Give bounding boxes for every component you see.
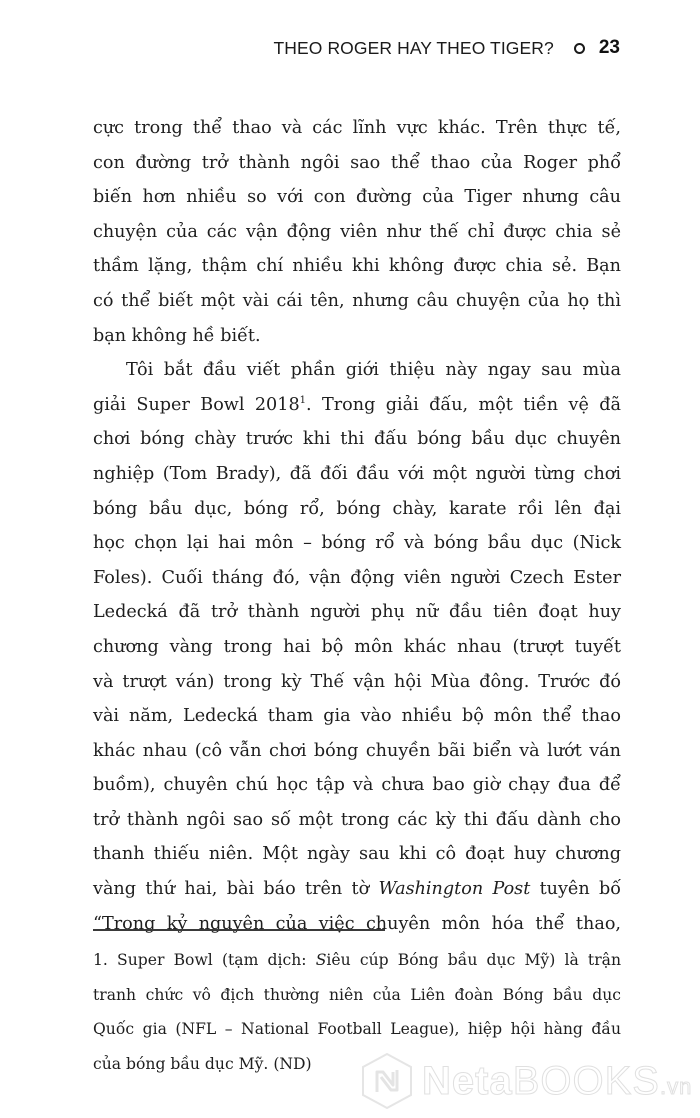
watermark-text-books: BOOKS <box>512 1058 660 1103</box>
paragraph-1 <box>93 111 621 353</box>
watermark-text <box>422 1059 692 1104</box>
running-title: THEO ROGER HAY THEO TIGER? <box>273 37 554 58</box>
text-line: buồm), chuyên chú học tập và chưa bao giờ chạy đua để <box>93 775 621 796</box>
footnote-line: tranh chức vô địch thường niên của Liên đoàn Bóng bầu dục <box>93 985 621 1004</box>
footnote-line <box>93 943 621 978</box>
hexagon-n-logo-icon <box>360 1052 414 1110</box>
text-line: Ledecká đã trở thành người phụ nữ đầu tiên đoạt huy <box>93 602 621 623</box>
body-text <box>93 111 621 941</box>
text-line: nghiệp (Tom Brady), đã đối đầu với một người từng chơi <box>93 463 621 484</box>
text-line: thanh thiếu niên. Một ngày sau khi cô đoạt huy chương <box>93 844 621 865</box>
paragraph-2 <box>93 353 621 941</box>
footnote-reference[interactable]: 1 <box>299 394 307 406</box>
page-number: 23 <box>598 37 620 58</box>
footnote-divider <box>93 929 385 931</box>
running-header <box>273 34 620 62</box>
text-line: Tôi bắt đầu viết phần giới thiệu này ngay sau mùa <box>126 360 621 381</box>
text-line: thầm lặng, thậm chí nhiều khi không được chia sẻ. Bạn <box>93 256 621 277</box>
footnote-line: Quốc gia (NFL – National Football League), hiệp hội hàng đầu <box>93 1020 621 1039</box>
text-line: “Trong kỷ nguyên của việc chuyên môn hóa thể thao, <box>93 913 621 934</box>
text-segment: vàng thứ hai, bài báo trên tờ <box>93 879 379 900</box>
text-line: vài năm, Ledecká tham gia vào nhiều bộ môn thể thao <box>93 706 621 727</box>
circle-bullet-icon <box>574 43 585 54</box>
text-line: cực trong thể thao và các lĩnh vực khác. Trên thực tế, <box>93 118 621 138</box>
text-line: chuyện của các vận động viên như thế chỉ được chia sẻ <box>93 221 621 242</box>
watermark-text-domain: .vn <box>659 1073 693 1099</box>
watermark-text-neta: Neta <box>422 1058 513 1103</box>
text-line: chơi bóng chày trước khi thi đấu bóng bầu dục chuyên <box>93 429 621 450</box>
text-line <box>93 872 621 907</box>
text-line: trở thành ngôi sao số một trong các kỳ thi đấu dành cho <box>93 809 621 830</box>
text-segment: giải Super Bowl 2018 <box>93 394 300 415</box>
text-segment: . Trong giải đấu, một tiền vệ đã <box>306 394 621 415</box>
text-segment-italic: S <box>315 951 327 969</box>
text-line: và trượt ván) trong kỳ Thế vận hội Mùa đông. Trước đó <box>93 671 621 692</box>
footnote-line: của bóng bầu dục Mỹ. (ND) <box>93 1054 312 1073</box>
text-line: học chọn lại hai môn – bóng rổ và bóng bầu dục (Nick <box>93 533 621 554</box>
text-line: bóng bầu dục, bóng rổ, bóng chày, karate rồi lên đại <box>93 498 621 519</box>
text-segment: 1. Super Bowl (tạm dịch: <box>93 951 316 969</box>
text-line: chương vàng trong hai bộ môn khác nhau (trượt tuyết <box>93 636 621 657</box>
text-line <box>93 388 621 423</box>
text-segment: tuyên bố <box>530 879 621 900</box>
text-line: bạn không hề biết. <box>93 325 261 346</box>
text-segment: iêu cúp Bóng bầu dục Mỹ) là trận <box>326 951 621 969</box>
text-line: biến hơn nhiều so với con đường của Tiger nhưng câu <box>93 187 621 208</box>
publication-title: Washington Post <box>378 879 531 900</box>
text-line: con đường trở thành ngôi sao thể thao của Roger phổ <box>93 152 621 173</box>
text-line: khác nhau (cô vẫn chơi bóng chuyền bãi biển và lướt ván <box>93 740 621 761</box>
text-line: có thể biết một vài cái tên, nhưng câu chuyện của họ thì <box>93 290 621 311</box>
watermark <box>360 1050 700 1112</box>
text-line: Foles). Cuối tháng đó, vận động viên người Czech Ester <box>93 567 621 588</box>
